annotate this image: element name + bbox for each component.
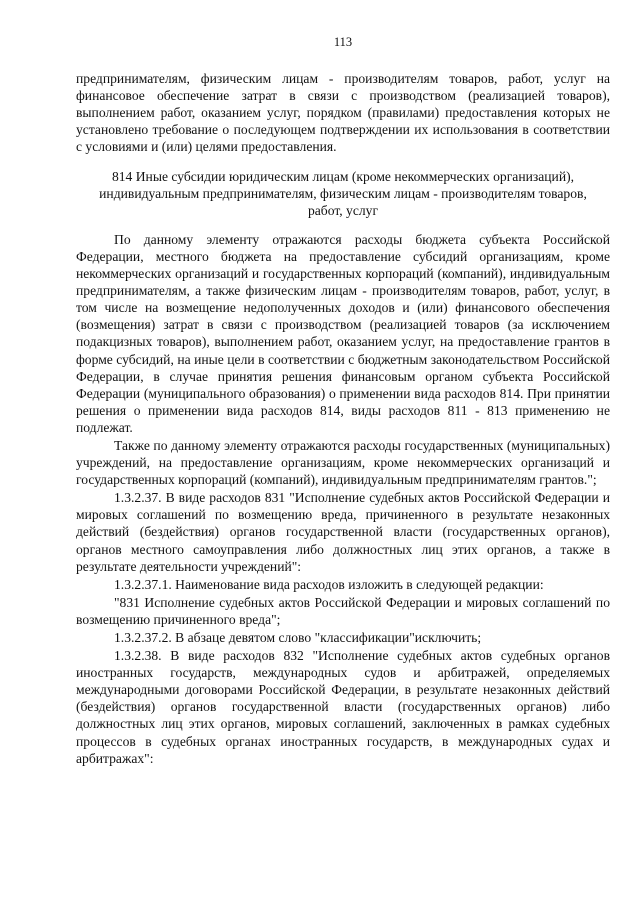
paragraph-1-3-2-37-2: 1.3.2.37.2. В абзаце девятом слово "классификации"исключить;: [114, 630, 482, 645]
page-number: 113: [333, 35, 353, 49]
section-heading-814: 814 Иные субсидии юридическим лицам (кроме некоммерческих организаций), индивидуальным предпринимателям, физическим лицам - производителям товаров, работ, услуг: [99, 168, 587, 218]
paragraph-1-3-2-38: 1.3.2.38. В виде расходов 832 "Исполнение судебных актов судебных органов иностранных государств, международных судов и арбитражей, определяемых международными договорами Российской Федерации, в результате незаконных действий (бездействия) органов государственной власти (государственных органов) либо должностных лиц этих органов, мировых соглашений, заключенных в рамках судебных процессов в судебных органах иностранных государств, в международных судах и арбитражах":: [76, 648, 610, 766]
paragraph-continuation: предпринимателям, физическим лицам - производителям товаров, работ, услуг на финансовое обеспечение затрат в связи с производством (реализацией товаров), выполнением работ, оказанием услуг, порядком (правилами) предоставления которых не установлено требование о последующем подтверждении их использования в соответствии с условиями и (или) целями предоставления.: [76, 71, 610, 155]
paragraph-1-3-2-37-1: 1.3.2.37.1. Наименование вида расходов изложить в следующей редакции:: [114, 576, 544, 592]
paragraph-831-new-name: "831 Исполнение судебных актов Российской Федерации и мировых соглашений по возмещению причиненного вреда";: [76, 594, 610, 627]
paragraph-1-3-2-37: 1.3.2.37. В виде расходов 831 "Исполнение судебных актов Российской Федерации и мировых соглашений по возмещению вреда, причиненного в результате незаконных действий (бездействия) органов государственной власти (государственных органов), органов местного самоуправления либо должностных лиц этих органов, а также в результате деятельности учреждений":: [76, 490, 610, 574]
paragraph-814-description: По данному элементу отражаются расходы бюджета субъекта Российской Федерации, местного бюджета на предоставление субсидий организациям, кроме некоммерческих организаций и государственных корпораций (компаний), индивидуальным предпринимателям, а также физическим лицам - производителям товаров, работ, услуг, в том числе на возмещение недополученных доходов и (или) финансового обеспечения (возмещения) затрат в связи с производством (реализацией товаров (за исключением подакцизных товаров), выполнением работ, оказанием услуг, на предоставление грантов в форме субсидий, на иные цели в соответствии с бюджетным законодательством Российской Федерации, в случае принятия решения финансовым органом субъекта Российской Федерации (муниципального образования) о применении вида расходов 814. При принятии решения о применении вида расходов 814, виды расходов 811 - 813 применению не подлежат.: [76, 231, 610, 435]
paragraph-814-institutions: Также по данному элементу отражаются расходы государственных (муниципальных) учреждений, на предоставление организациям, кроме некоммерческих организаций и государственных корпораций (компаний), индивидуальным предпринимателям грантов.";: [76, 437, 610, 488]
document-page: [76, 34, 610, 767]
